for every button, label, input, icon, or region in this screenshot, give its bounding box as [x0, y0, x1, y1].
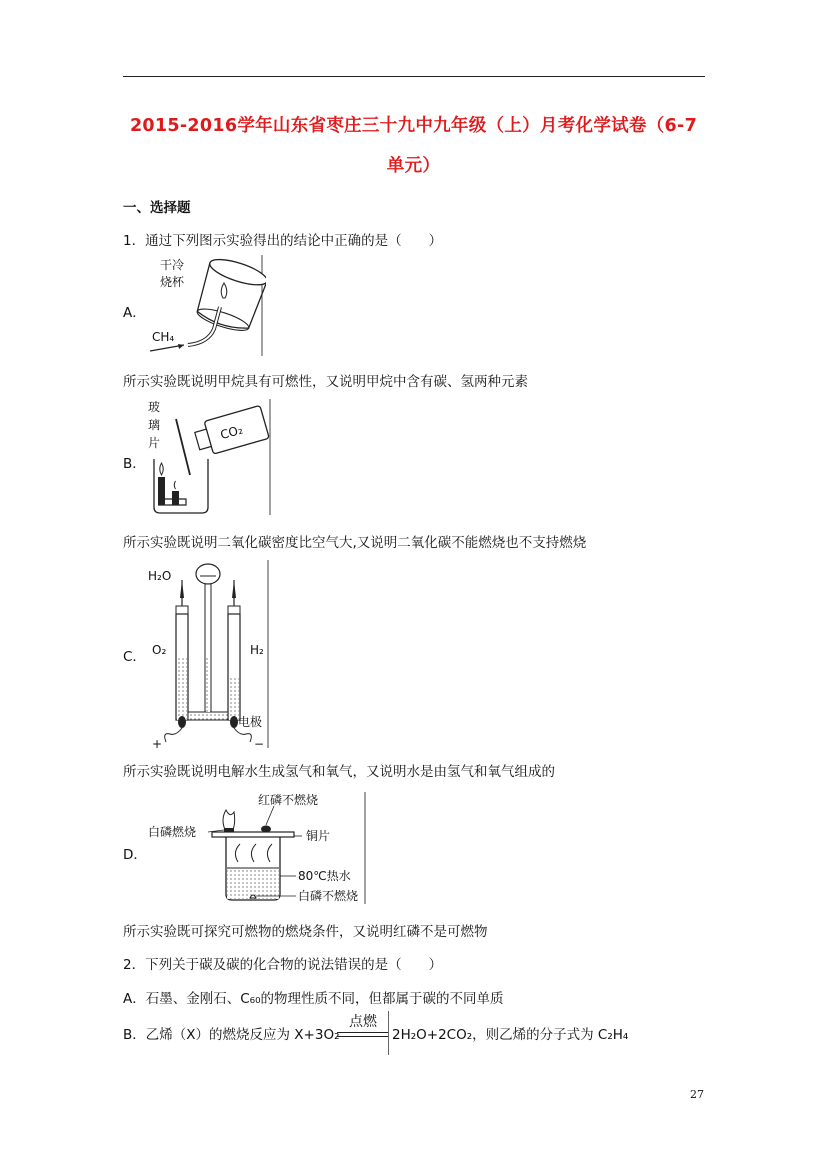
label-hot-water: 80℃热水	[298, 869, 351, 883]
document-title-line2: 单元）	[386, 156, 441, 176]
option-c-statement: 所示实验既说明电解水生成氢气和氧气，又说明水是由氢气和氧气组成的	[123, 764, 555, 780]
option-c-letter: C．	[123, 649, 146, 665]
label-plus: +	[152, 737, 163, 751]
label-ch4: CH₄	[152, 330, 175, 344]
label-beaker: 烧杯	[160, 275, 185, 289]
document-title-line1: 2015-2016学年山东省枣庄三十九中九年级（上）月考化学试卷（6-7	[129, 116, 698, 136]
label-white-p-burn: 白磷燃烧	[148, 825, 197, 839]
label-co2: CO₂	[218, 422, 245, 443]
figure-co2-candles	[146, 399, 272, 517]
section-heading: 一、选择题	[123, 200, 191, 216]
question-1-stem: 1．通过下列图示实验得出的结论中正确的是（ ）	[123, 233, 443, 249]
figure-phosphorus-combustion	[146, 790, 368, 906]
option-a-letter: A．	[123, 305, 146, 321]
figure-water-electrolysis	[146, 558, 271, 752]
option-b-letter: B．	[123, 456, 146, 472]
label-electrode: 电极	[238, 715, 263, 729]
question-2-option-a: A．石墨、金刚石、C₆₀的物理性质不同，但都属于碳的不同单质	[123, 991, 504, 1007]
question-2-option-b-prefix: B．乙烯（X）的燃烧反应为 X+3O₂	[123, 1027, 340, 1043]
header-rule	[123, 76, 705, 77]
option-b-statement: 所示实验既说明二氧化碳密度比空气大,又说明二氧化碳不能燃烧也不支持燃烧	[123, 535, 587, 551]
page-number: 27	[690, 1088, 704, 1101]
question-2-option-b-suffix: 2H₂O+2CO₂，则乙烯的分子式为 C₂H₄	[392, 1027, 629, 1043]
label-glass-2: 璃	[148, 418, 161, 432]
label-o2: O₂	[152, 643, 167, 657]
label-copper: 铜片	[306, 829, 331, 843]
option-d-letter: D．	[123, 847, 147, 863]
figure-methane-burning	[146, 253, 266, 357]
label-red-p-no-burn: 红磷不燃烧	[258, 793, 319, 807]
label-dry-cold: 干冷	[160, 258, 185, 272]
option-d-statement: 所示实验既可探究可燃物的燃烧条件，又说明红磷不是可燃物	[123, 924, 488, 940]
label-h2: H₂	[250, 643, 264, 657]
label-glass-3: 片	[148, 436, 161, 450]
option-a-statement: 所示实验既说明甲烷具有可燃性，又说明甲烷中含有碳、氢两种元素	[123, 374, 528, 390]
label-minus: −	[254, 737, 265, 751]
question-2-stem: 2．下列关于碳及碳的化合物的说法错误的是（ ）	[123, 957, 443, 973]
label-h2o: H₂O	[148, 569, 172, 583]
reaction-condition: 点燃	[349, 1014, 377, 1030]
reaction-condition-box	[337, 1011, 389, 1055]
label-white-p-no-burn: 白磷不燃烧	[298, 889, 359, 903]
label-glass-1: 玻	[148, 400, 161, 414]
